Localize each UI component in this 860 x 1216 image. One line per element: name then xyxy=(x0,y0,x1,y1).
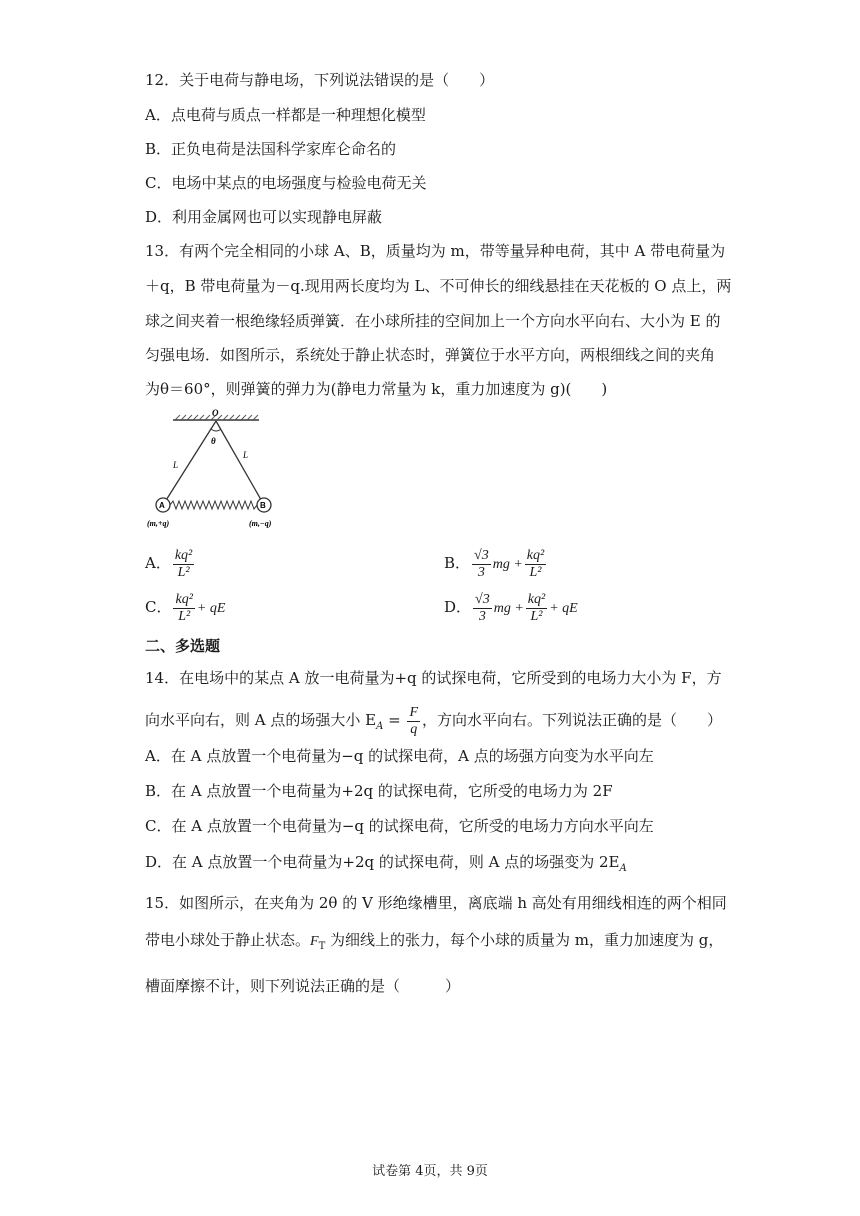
frac-kq2-l2: $\frac{\text{kq²}}{\text{L²}}$ xyxy=(174,547,193,580)
l-label-left: L xyxy=(173,460,179,470)
q15-line-3: 槽面摩擦不计，则下列说法正确的是（ ） xyxy=(145,977,461,995)
l-label-right: L xyxy=(243,450,249,460)
q14-option-b: B．在 A 点放置一个电荷量为+2q 的试探电荷，它所受的电场力为 2F xyxy=(145,782,613,800)
page-footer: 试卷第 4页，共 9页 xyxy=(372,1164,488,1179)
q14-option-a: A．在 A 点放置一个电荷量为−q 的试探电荷，A 点的场强方向变为水平向左 xyxy=(145,747,654,765)
section-heading-multiple-choice: 二、多选题 xyxy=(145,637,221,655)
ball-b-label: (m,−q) xyxy=(249,519,272,528)
q15-line-2: 带电小球处于静止状态。$F_T$ 为细线上的张力，每个小球的质量为 m，重力加速度为 g， xyxy=(145,931,724,952)
q13-line-2: ＋q，B 带电荷量为－q.现用两长度均为 L、不可伸长的细线悬挂在天花板的 O 点上，两 xyxy=(145,277,732,295)
ball-b-letter: B xyxy=(260,501,266,510)
q14-option-c: C．在 A 点放置一个电荷量为−q 的试探电荷，它所受的电场力方向水平向左 xyxy=(145,817,654,835)
q13-line-1: 13．有两个完全相同的小球 A、B，质量均为 m，带等量异种电荷，其中 A 带电荷量为 xyxy=(145,242,726,260)
q13-option-b: B． $\frac{√3}{3}$ mg + $\frac{\text{kq²}}{\text{L²}}$ xyxy=(444,547,545,580)
option-b-letter: B． xyxy=(444,554,471,572)
q12-option-b: B．正负电荷是法国科学家库仑命名的 xyxy=(145,140,397,158)
q13-line-5: 为θ＝60°，则弹簧的弹力为(静电力常量为 k，重力加速度为 g)( ) xyxy=(145,380,608,398)
q13-figure xyxy=(145,406,287,534)
q12-option-a: A．点电荷与质点一样都是一种理想化模型 xyxy=(145,106,426,124)
frac-f-over-q: $\frac{F}{q}$ xyxy=(409,704,418,737)
q12-stem: 12．关于电荷与静电场，下列说法错误的是（ ） xyxy=(145,71,495,89)
ball-a-letter: A xyxy=(159,501,165,510)
option-a-letter: A． xyxy=(145,554,171,572)
q13-option-c: C． $\frac{\text{kq²}}{\text{L²}}$ + qE xyxy=(145,591,226,624)
q13-line-4: 匀强电场．如图所示，系统处于静止状态时，弹簧位于水平方向，两根细线之间的夹角 xyxy=(145,346,716,364)
q14-line-2: 向水平向右，则 A 点的场强大小 $E_A$ = $\frac{F}{q}$ ，方向水平向右。下列说法正确的是（ ） xyxy=(145,704,723,737)
q13-option-a xyxy=(145,546,196,581)
point-o-label: O xyxy=(212,408,219,418)
theta-label: θ xyxy=(211,436,216,446)
q13-option-d: D． $\frac{√3}{3}$ mg + $\frac{\text{kq²}}{\text{L²}}$ + qE xyxy=(444,591,578,624)
q12-option-d: D．利用金属网也可以实现静电屏蔽 xyxy=(145,208,383,226)
q12-option-c: C．电场中某点的电场强度与检验电荷无关 xyxy=(145,174,427,192)
q13-line-3: 球之间夹着一根绝缘轻质弹簧．在小球所挂的空间加上一个方向水平向右、大小为 E 的 xyxy=(145,312,721,330)
q14-option-d: D．在 A 点放置一个电荷量为+2q 的试探电荷，则 A 点的场强变为 $2E_A$ xyxy=(145,853,627,874)
ball-a-label: (m,+q) xyxy=(147,519,170,528)
q15-line-1: 15．如图所示，在夹角为 2θ 的 V 形绝缘槽里，离底端 h 高处有用细线相连的两个相同 xyxy=(145,894,727,912)
q14-line-1: 14．在电场中的某点 A 放一电荷量为+q 的试探电荷，它所受到的电场力大小为 F，方 xyxy=(145,669,722,687)
